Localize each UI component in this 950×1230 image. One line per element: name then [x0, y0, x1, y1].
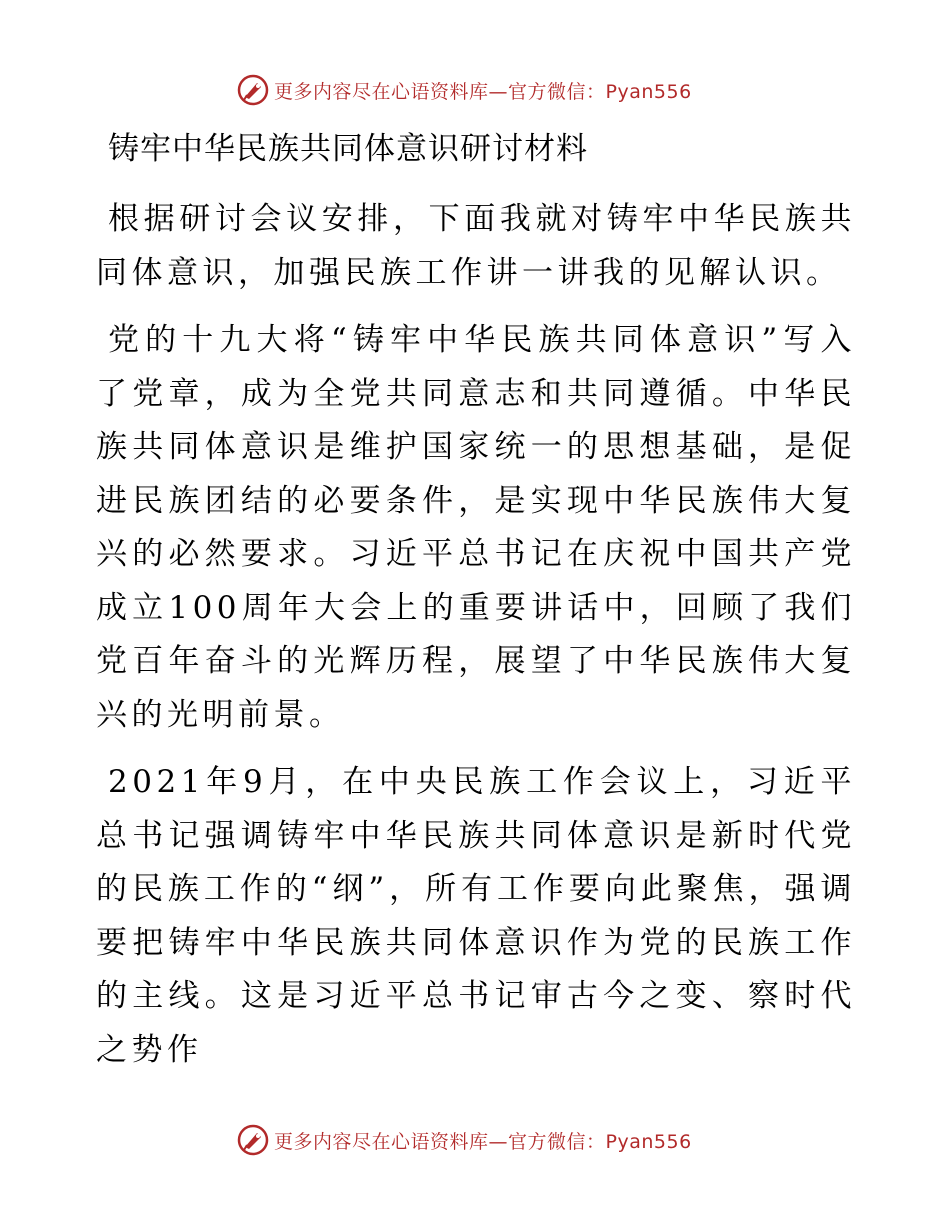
document-body	[96, 124, 856, 1091]
document-title: 铸牢中华民族共同体意识研讨材料	[108, 131, 588, 167]
footer-watermark	[236, 1123, 692, 1157]
paragraph: 2021年9月，在中央民族工作会议上，习近平总书记强调铸牢中华民族共同体意识是新时代党的民族工作的“纲”，所有工作要向此聚焦，强调要把铸牢中华民族共同体意识作为党的民族工作的主线。这是习近平总书记审古今之变、察时代之势作	[96, 764, 856, 1068]
paragraph: 党的十九大将“铸牢中华民族共同体意识”写入了党章，成为全党共同意志和共同遵循。中华民族共同体意识是维护国家统一的思想基础，是促进民族团结的必要条件，是实现中华民族伟大复兴的必然要求。习近平总书记在庆祝中国共产党成立100周年大会上的重要讲话中，回顾了我们党百年奋斗的光辉历程，展望了中华民族伟大复兴的光明前景。	[96, 322, 856, 733]
pen-nib-logo-icon	[236, 1123, 270, 1157]
pen-nib-logo-icon	[236, 73, 270, 107]
watermark-text: 更多内容尽在心语资料库—官方微信：Pyan556	[274, 80, 692, 103]
header-watermark	[236, 73, 692, 107]
paragraph: 根据研讨会议安排，下面我就对铸牢中华民族共同体意识，加强民族工作讲一讲我的见解认识。	[96, 201, 856, 291]
watermark-text: 更多内容尽在心语资料库—官方微信：Pyan556	[274, 1130, 692, 1153]
